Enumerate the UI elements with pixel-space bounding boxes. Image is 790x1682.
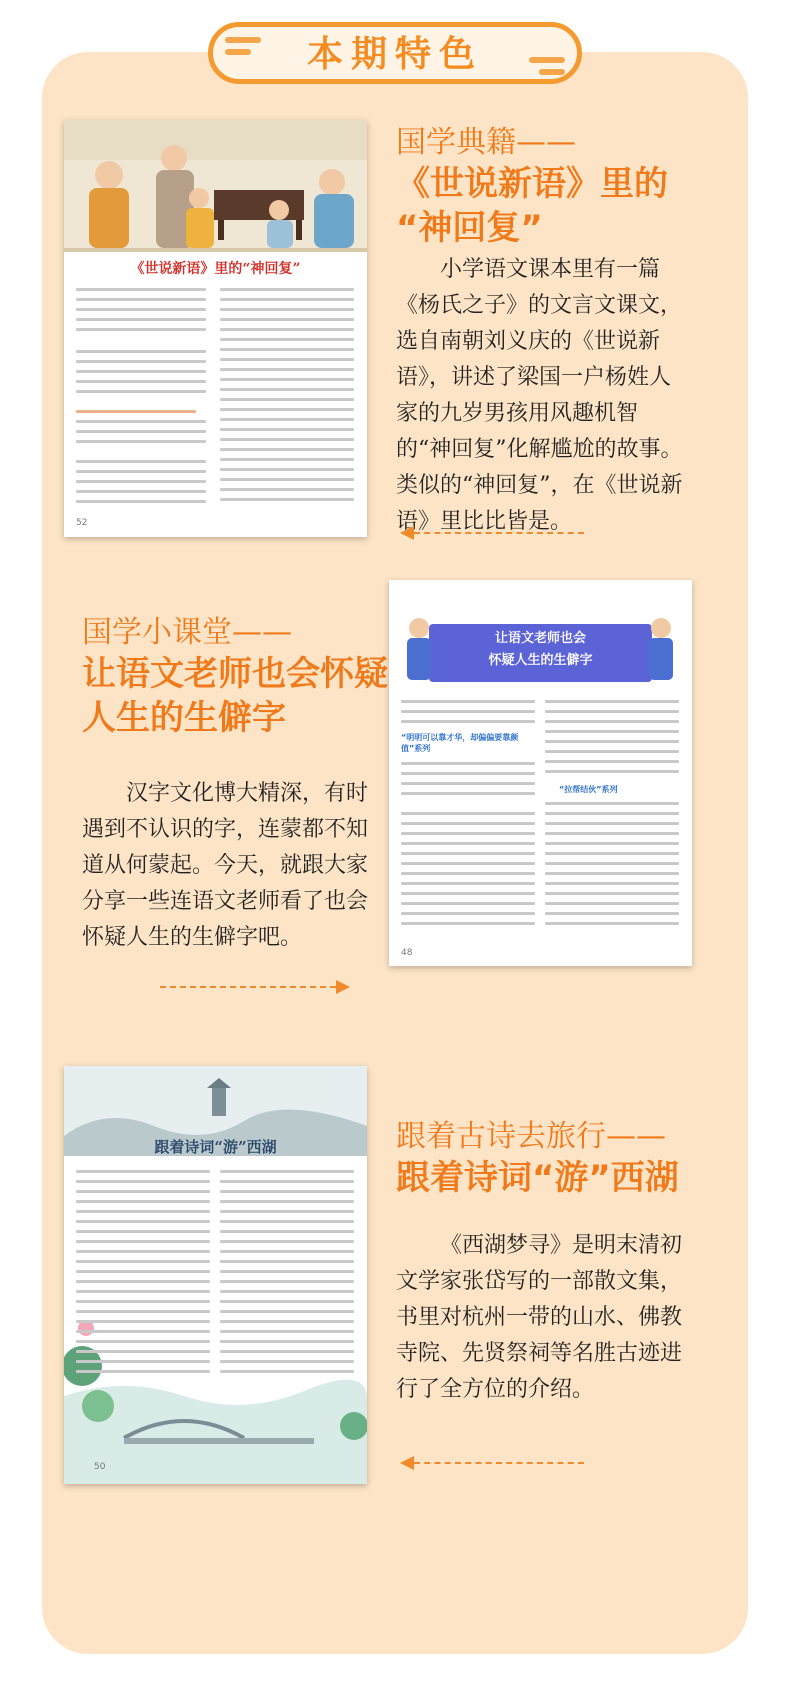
section-2-heading — [82, 614, 392, 740]
text-line — [220, 1240, 354, 1243]
section-2-label: 国学小课堂—— — [82, 615, 292, 650]
text-line — [401, 862, 535, 865]
text-line — [76, 1210, 210, 1213]
text-line — [220, 1190, 354, 1193]
text-line — [76, 1320, 210, 1323]
thumb-callout-1: “明明可以靠才华，却偏偏要靠颜值”系列 — [401, 733, 519, 753]
text-line — [220, 398, 354, 401]
text-line — [76, 1340, 210, 1343]
text-line — [76, 1230, 210, 1233]
thumb-callout-2: “拉帮结伙”系列 — [559, 785, 618, 794]
section-3-heading — [396, 1118, 736, 1200]
text-line — [220, 1250, 354, 1253]
text-line — [401, 762, 535, 765]
section-2-title-cont: 人生的生僻字 — [82, 698, 286, 738]
text-line — [220, 418, 354, 421]
text-line — [545, 770, 679, 773]
text-line — [76, 410, 196, 413]
text-line — [220, 478, 354, 481]
text-line — [401, 852, 535, 855]
text-line — [545, 882, 679, 885]
text-line — [220, 468, 354, 471]
text-line — [76, 430, 206, 433]
section-1-body: 小学语文课本里有一篇《杨氏之子》的文言文课文，选自南朝刘义庆的《世说新语》，讲述了梁国一户杨姓人家的九岁男孩用风趣机智的“神回复”化解尴尬的故事。类似的“神回复”，在《世说新语》里比比皆是。 — [396, 257, 683, 534]
text-line — [76, 1330, 210, 1333]
text-line — [545, 922, 679, 925]
text-line — [76, 1280, 210, 1283]
text-line — [220, 1170, 354, 1173]
text-line — [76, 460, 206, 463]
text-line — [545, 802, 679, 805]
text-line — [76, 350, 206, 353]
text-line — [401, 782, 535, 785]
text-line — [545, 750, 679, 753]
text-line — [76, 1170, 210, 1173]
text-line — [220, 388, 354, 391]
text-line — [220, 1350, 354, 1353]
text-line — [545, 710, 679, 713]
dashed-arrow-left-icon — [400, 1456, 584, 1470]
text-line — [76, 470, 206, 473]
text-line — [401, 832, 535, 835]
thumb-article-title: 《世说新语》里的“神回复” — [130, 261, 301, 277]
section-3-title: 跟着诗词“游”西湖 — [396, 1158, 679, 1198]
text-line — [401, 842, 535, 845]
text-line — [220, 368, 354, 371]
text-line — [220, 408, 354, 411]
text-line — [76, 1240, 210, 1243]
text-line — [220, 1220, 354, 1223]
text-line — [220, 1310, 354, 1313]
text-line — [76, 1190, 210, 1193]
text-line — [76, 480, 206, 483]
text-line — [220, 1260, 354, 1263]
text-line — [220, 1280, 354, 1283]
text-line — [220, 1320, 354, 1323]
section-3-label: 跟着古诗去旅行—— — [396, 1119, 666, 1154]
text-line — [545, 852, 679, 855]
text-line — [545, 842, 679, 845]
text-line — [220, 1290, 354, 1293]
text-line — [545, 902, 679, 905]
text-line — [76, 1360, 210, 1363]
text-line — [76, 360, 206, 363]
text-line — [220, 338, 354, 341]
text-line — [220, 298, 354, 301]
text-line — [76, 1310, 210, 1313]
thumb-page-number: 52 — [76, 518, 88, 528]
text-line — [545, 892, 679, 895]
header-title: 本期特色 — [306, 34, 483, 75]
text-line — [220, 358, 354, 361]
thumb-page-number: 48 — [401, 948, 413, 958]
text-line — [401, 822, 535, 825]
text-line — [220, 328, 354, 331]
text-line — [220, 348, 354, 351]
text-line — [76, 308, 206, 311]
text-line — [220, 318, 354, 321]
section-3-body: 《西湖梦寻》是明末清初文学家张岱写的一部散文集，书里对杭州一带的山水、佛教寺院、先贤祭祠等名胜古迹进行了全方位的介绍。 — [396, 1233, 683, 1402]
text-line — [76, 1220, 210, 1223]
text-line — [220, 1370, 354, 1373]
text-line — [76, 328, 206, 331]
text-line — [220, 1200, 354, 1203]
scholar-figures-illustration — [389, 606, 692, 726]
section-1-title-cont: “神回复” — [396, 208, 543, 248]
text-line — [401, 720, 535, 723]
text-line — [220, 1300, 354, 1303]
text-line — [401, 700, 535, 703]
text-line — [76, 1180, 210, 1183]
text-line — [76, 1250, 210, 1253]
text-line — [76, 1350, 210, 1353]
article-thumbnail-xihu — [64, 1066, 367, 1484]
section-1-heading — [396, 124, 726, 250]
text-line — [220, 458, 354, 461]
text-line — [220, 288, 354, 291]
text-line — [76, 380, 206, 383]
ancient-figures-illustration — [64, 120, 367, 252]
text-line — [545, 740, 679, 743]
text-line — [545, 760, 679, 763]
section-1-label: 国学典籍—— — [396, 125, 576, 160]
text-line — [220, 1340, 354, 1343]
text-line — [220, 308, 354, 311]
text-line — [220, 1360, 354, 1363]
west-lake-illustration — [64, 1066, 367, 1484]
text-line — [76, 1290, 210, 1293]
text-line — [545, 832, 679, 835]
text-line — [220, 1230, 354, 1233]
dashed-arrow-right-icon — [160, 980, 350, 994]
text-line — [76, 1200, 210, 1203]
text-line — [545, 720, 679, 723]
dashed-arrow-left-icon — [400, 526, 584, 540]
text-line — [220, 428, 354, 431]
text-line — [220, 378, 354, 381]
text-line — [545, 812, 679, 815]
text-line — [401, 892, 535, 895]
text-line — [76, 440, 206, 443]
text-line — [545, 700, 679, 703]
text-line — [76, 500, 206, 503]
text-line — [76, 1300, 210, 1303]
article-thumbnail-shengpizi — [389, 580, 692, 966]
text-line — [76, 298, 206, 301]
text-line — [401, 710, 535, 713]
thumb-article-title-2: 怀疑人生的生僻字 — [488, 653, 593, 668]
text-line — [76, 288, 206, 291]
text-line — [401, 792, 535, 795]
article-thumbnail-shishuo — [64, 120, 367, 537]
text-line — [545, 912, 679, 915]
text-line — [545, 822, 679, 825]
text-line — [76, 420, 206, 423]
text-line — [220, 438, 354, 441]
text-line — [76, 370, 206, 373]
section-2-body: 汉字文化博大精深，有时遇到不认识的字，连蒙都不知道从何蒙起。今天，就跟大家分享一些连语文老师看了也会怀疑人生的生僻字吧。 — [82, 781, 369, 950]
text-line — [401, 772, 535, 775]
thumb-article-title: 跟着诗词“游”西湖 — [154, 1138, 277, 1156]
text-line — [220, 1330, 354, 1333]
text-line — [401, 922, 535, 925]
text-line — [220, 488, 354, 491]
thumb-article-title-1: 让语文老师也会 — [494, 631, 586, 646]
text-line — [220, 498, 354, 501]
text-line — [545, 730, 679, 733]
section-1-title: 《世说新语》里的 — [396, 164, 668, 204]
text-line — [545, 872, 679, 875]
text-line — [220, 1210, 354, 1213]
text-line — [220, 1270, 354, 1273]
text-line — [401, 812, 535, 815]
text-line — [401, 912, 535, 915]
text-line — [76, 490, 206, 493]
text-line — [76, 318, 206, 321]
text-line — [76, 390, 206, 393]
text-line — [76, 1260, 210, 1263]
text-line — [545, 862, 679, 865]
text-line — [401, 882, 535, 885]
text-line — [76, 1270, 210, 1273]
text-line — [220, 448, 354, 451]
text-line — [401, 872, 535, 875]
section-2-title: 让语文老师也会怀疑 — [82, 654, 388, 694]
header-banner — [208, 22, 582, 84]
text-line — [220, 1180, 354, 1183]
text-line — [76, 1370, 210, 1373]
thumb-page-number: 50 — [94, 1462, 106, 1472]
text-line — [401, 902, 535, 905]
